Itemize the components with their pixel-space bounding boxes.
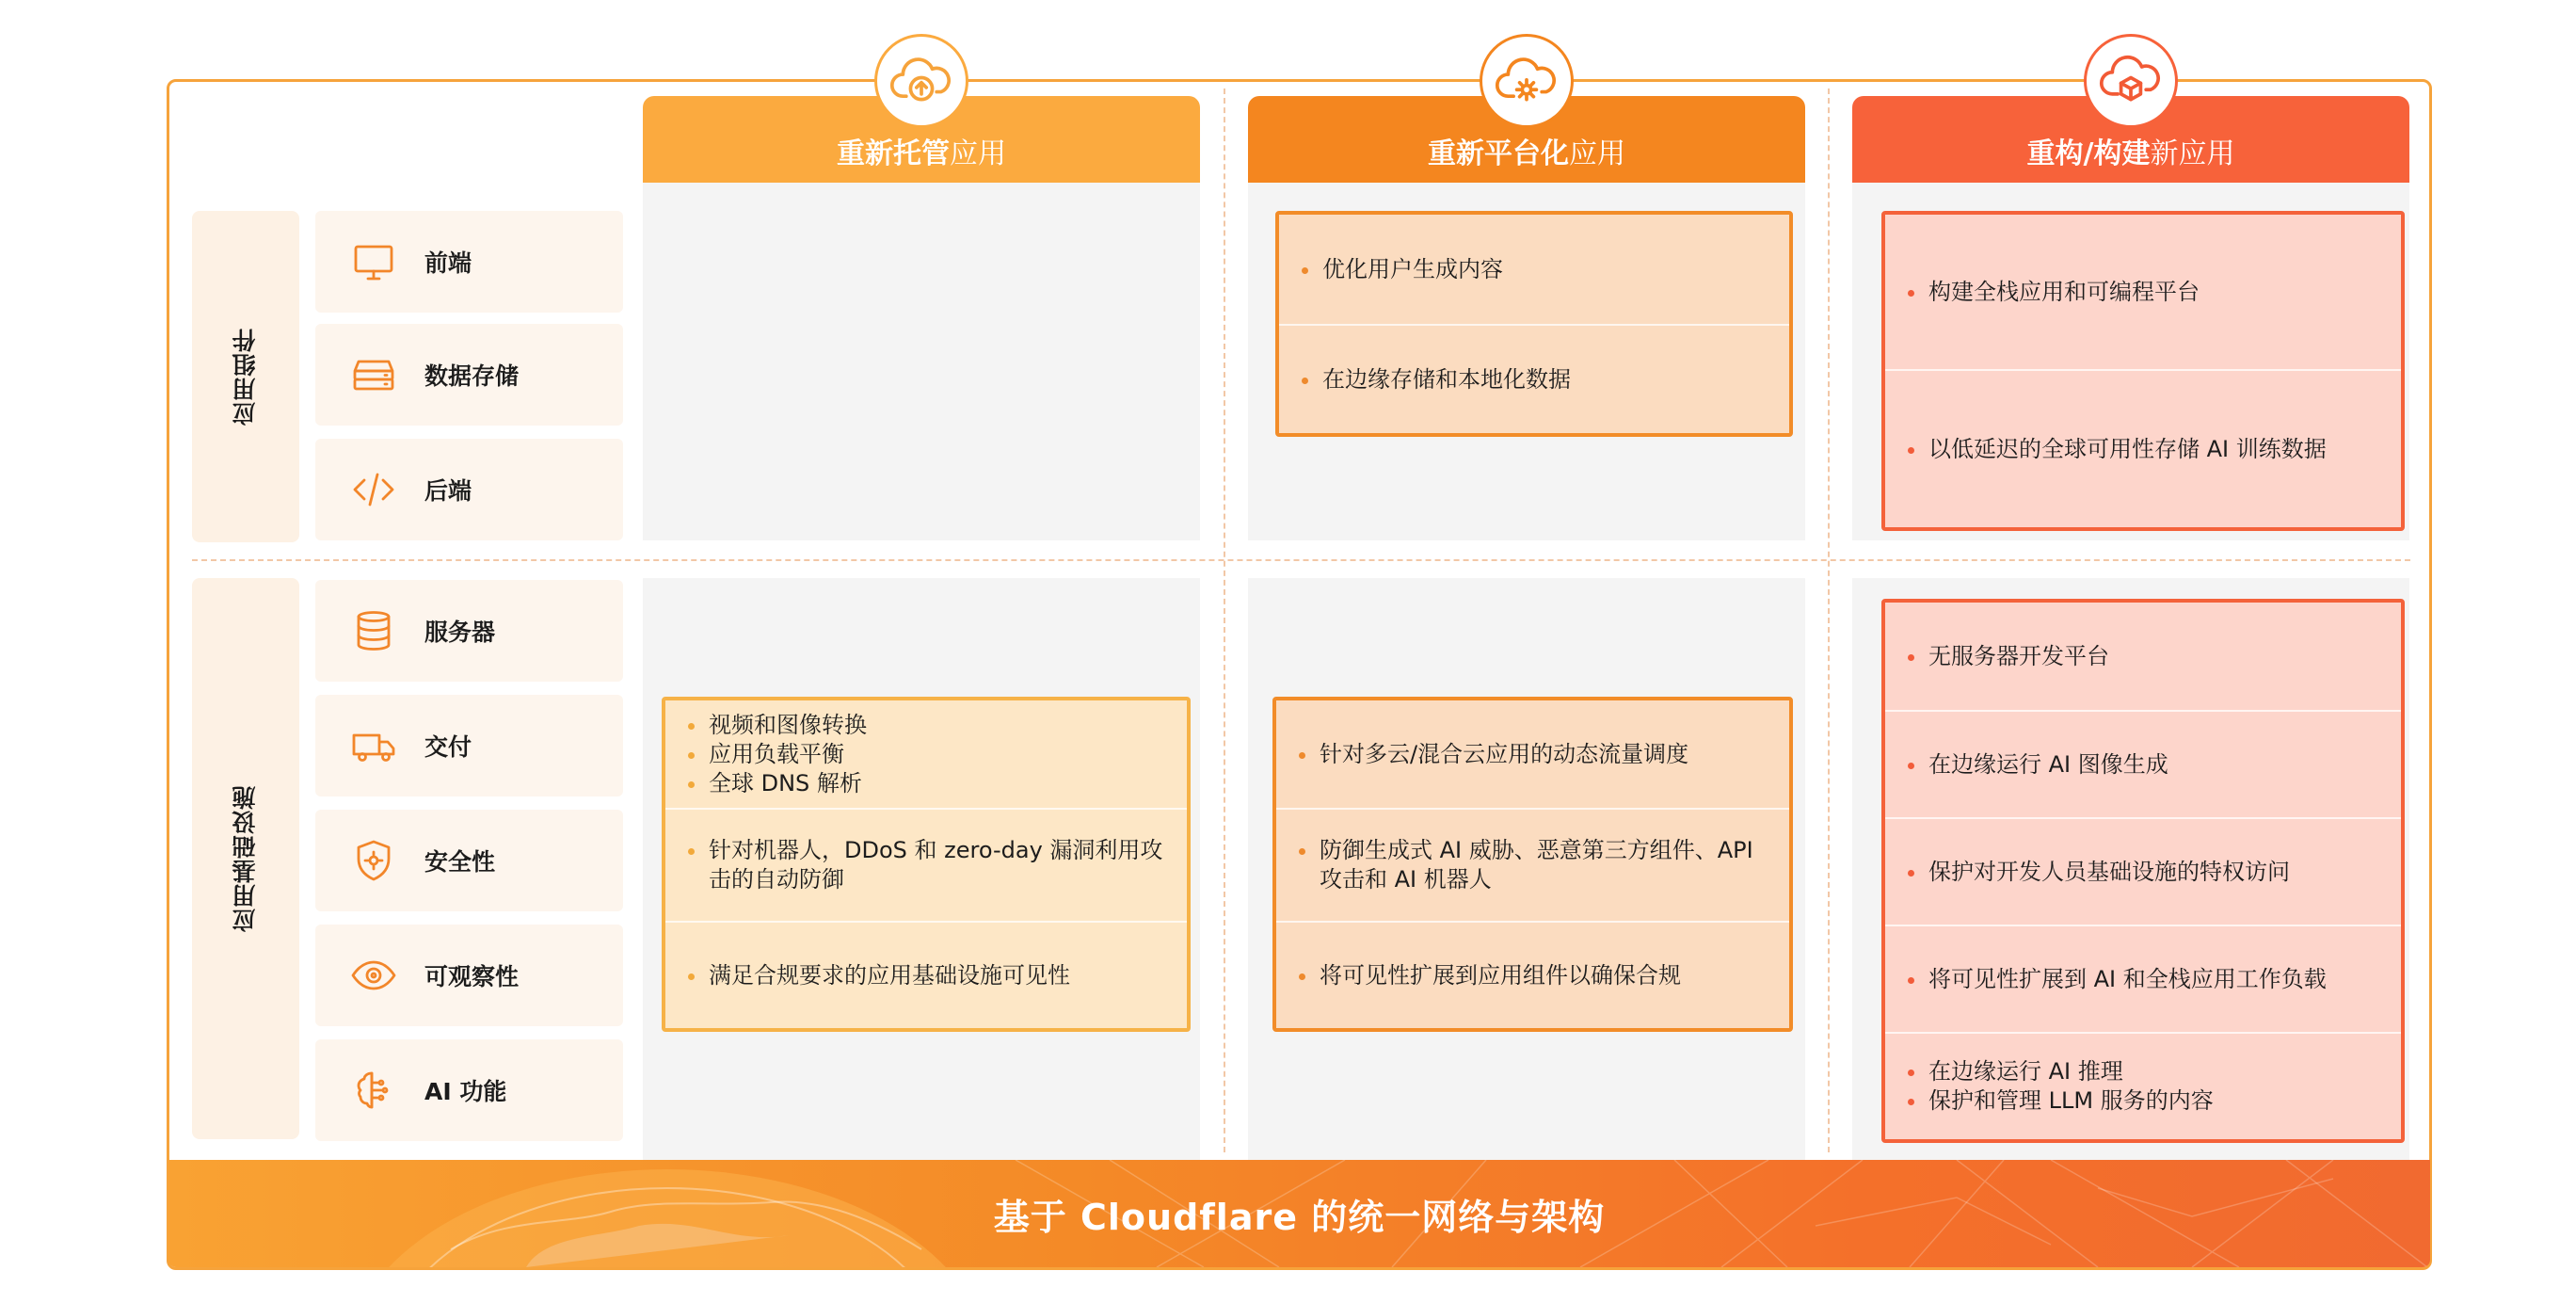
card-cell <box>1276 700 1789 808</box>
header-rebuild-bold: 重构/构建 <box>2026 137 2151 170</box>
eye-icon <box>351 953 396 998</box>
card-cell <box>665 700 1187 808</box>
monitor-icon <box>351 239 396 284</box>
list-item: 优化用户生成内容 <box>1302 255 1770 284</box>
card-cell <box>1279 215 1789 324</box>
section-app-components-label: 应用组件 <box>232 328 259 426</box>
section-divider <box>192 559 2410 561</box>
column-divider <box>1224 88 1225 1152</box>
card-rebuild-components <box>1881 211 2405 531</box>
list-item: 防御生成式 AI 威胁、恶意第三方组件、API 攻击和 AI 机器人 <box>1299 836 1770 894</box>
row-backend <box>315 439 623 540</box>
row-ai-features-label: AI 功能 <box>424 1078 507 1105</box>
row-server <box>315 580 623 682</box>
code-icon <box>351 467 396 512</box>
card-cell <box>1885 925 2401 1032</box>
row-backend-label: 后端 <box>424 477 472 505</box>
brain-icon <box>351 1068 396 1113</box>
list-item: 将可见性扩展到 AI 和全栈应用工作负载 <box>1908 965 2382 994</box>
card-cell <box>1885 1032 2401 1139</box>
row-observability-label: 可观察性 <box>424 963 520 990</box>
header-rebuild-rest: 新应用 <box>2150 137 2235 170</box>
list-item: 将可见性扩展到应用组件以确保合规 <box>1299 961 1770 990</box>
card-cell <box>1885 215 2401 369</box>
card-cell <box>1279 324 1789 433</box>
card-cell <box>1885 369 2401 527</box>
list-item: 无服务器开发平台 <box>1908 642 2382 671</box>
footer-banner <box>168 1160 2430 1267</box>
cloud-gear-badge <box>1480 34 1574 128</box>
card-rebuild-infra <box>1881 599 2405 1143</box>
list-item: 全球 DNS 解析 <box>688 769 1168 798</box>
delivery-truck-icon <box>351 723 396 768</box>
cloud-gear-icon <box>1492 46 1561 116</box>
list-item: 应用负载平衡 <box>688 740 1168 769</box>
cloud-cube-icon <box>2096 46 2166 116</box>
list-item: 在边缘运行 AI 图像生成 <box>1908 750 2382 780</box>
header-rehost-bold: 重新托管 <box>837 137 950 170</box>
list-item: 保护对开发人员基础设施的特权访问 <box>1908 858 2382 887</box>
row-observability <box>315 925 623 1026</box>
card-cell <box>1276 808 1789 921</box>
section-app-infrastructure-label: 应用基础设施 <box>232 785 259 932</box>
list-item: 针对多云/混合云应用的动态流量调度 <box>1299 740 1770 769</box>
header-replatform-rest: 应用 <box>1569 137 1625 170</box>
card-cell <box>1885 817 2401 925</box>
card-cell <box>1885 710 2401 817</box>
row-server-label: 服务器 <box>424 619 496 646</box>
shield-gear-icon <box>351 838 396 883</box>
footer-title: 基于 Cloudflare 的统一网络与架构 <box>993 1196 1606 1238</box>
card-replatform-infra <box>1272 697 1793 1032</box>
card-cell <box>1885 603 2401 710</box>
card-cell <box>1276 921 1789 1028</box>
header-replatform-bold: 重新平台化 <box>1428 137 1569 170</box>
card-cell <box>665 921 1187 1028</box>
section-app-infrastructure <box>192 578 299 1139</box>
row-data-storage <box>315 324 623 426</box>
cloud-upload-badge <box>874 34 968 128</box>
row-data-storage-label: 数据存储 <box>424 362 520 390</box>
row-ai-features <box>315 1039 623 1141</box>
storage-icon <box>351 352 396 397</box>
row-delivery <box>315 695 623 796</box>
card-cell <box>665 808 1187 921</box>
list-item: 在边缘运行 AI 推理 <box>1908 1057 2382 1086</box>
list-item: 满足合规要求的应用基础设施可见性 <box>688 961 1168 990</box>
cloud-cube-badge <box>2084 34 2178 128</box>
column-divider <box>1828 88 1830 1152</box>
column-rehost-bg <box>643 183 1200 540</box>
row-security-label: 安全性 <box>424 848 496 876</box>
list-item: 构建全栈应用和可编程平台 <box>1908 278 2382 307</box>
row-delivery-label: 交付 <box>424 733 472 761</box>
list-item: 视频和图像转换 <box>688 711 1168 740</box>
server-icon <box>351 608 396 653</box>
row-frontend-label: 前端 <box>424 249 472 277</box>
list-item: 以低延迟的全球可用性存储 AI 训练数据 <box>1908 435 2382 464</box>
card-replatform-components <box>1275 211 1793 437</box>
cloud-upload-icon <box>887 46 956 116</box>
section-app-components <box>192 211 299 542</box>
header-rehost-rest: 应用 <box>950 137 1006 170</box>
list-item: 在边缘存储和本地化数据 <box>1302 365 1770 394</box>
list-item: 保护和管理 LLM 服务的内容 <box>1908 1086 2382 1116</box>
card-rehost-infra <box>662 697 1191 1032</box>
row-frontend <box>315 211 623 313</box>
row-security <box>315 810 623 911</box>
list-item: 针对机器人，DDoS 和 zero-day 漏洞利用攻击的自动防御 <box>688 836 1168 894</box>
